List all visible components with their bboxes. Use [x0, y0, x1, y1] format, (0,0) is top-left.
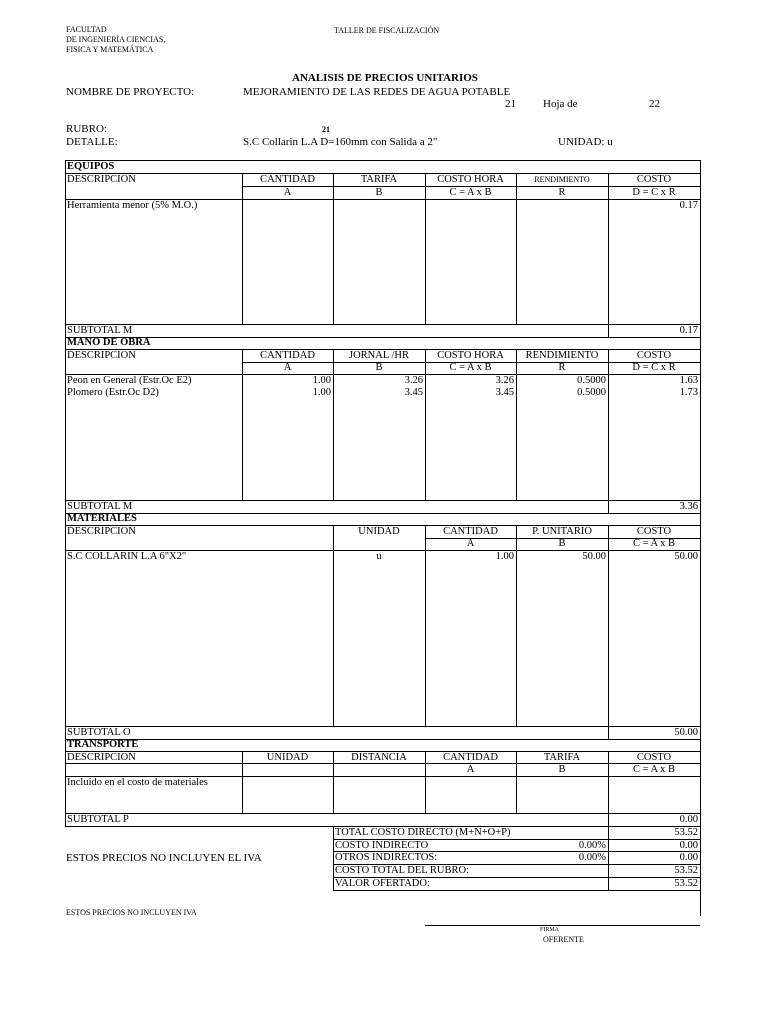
faculty-line-3: FISICA Y MATEMÁTICA [66, 45, 154, 54]
equipos-header-perf: RENDIMIENTO [534, 175, 590, 184]
mano-obra-title: MANO DE OBRA [67, 337, 151, 348]
total-direct-label: TOTAL COSTO DIRECTO (M+N+O+P) [335, 827, 511, 838]
transporte-header-rate: TARIFA [543, 752, 581, 763]
material-price: 50.00 [582, 551, 606, 562]
document-title: ANALISIS DE PRECIOS UNITARIOS [292, 72, 478, 84]
total-cost-value: 53.52 [674, 865, 698, 876]
rubro-value: 21 [322, 125, 330, 134]
sheet-label: Hoja de [543, 98, 578, 110]
offered-value: 53.52 [674, 878, 698, 889]
transporte-header-qty: CANTIDAD [443, 752, 498, 763]
labor-rate: 3.26 [404, 375, 423, 386]
no-iva-note: ESTOS PRECIOS NO INCLUYEN EL IVA [66, 852, 262, 864]
labor-desc: Peon en General (Estr.Oc E2) [67, 375, 192, 386]
total-direct-value: 53.52 [674, 827, 698, 838]
mano-obra-header-cost: COSTO [636, 350, 672, 361]
labor-hour-cost: 3.45 [495, 387, 514, 398]
faculty-line-2: DE INGENIERÍA CIENCIAS, [66, 35, 166, 44]
equipos-sub-a: A [283, 187, 292, 198]
materiales-header-price: P. UNITARIO [532, 526, 592, 537]
detail-value: S.C Collarin L.A D=160mm con Salida a 2" [243, 136, 438, 148]
transporte-sub-b: B [558, 764, 566, 775]
materiales-sub-a: A [466, 538, 475, 549]
project-name: MEJORAMIENTO DE LAS REDES DE AGUA POTABLE [243, 86, 511, 98]
mano-obra-header-qty: CANTIDAD [260, 350, 315, 361]
indirect-cost-label: COSTO INDIRECTO [335, 840, 429, 851]
equipos-header-rate: TARIFA [360, 174, 398, 185]
equipos-sub-r: R [558, 187, 566, 198]
equipos-header-qty: CANTIDAD [260, 174, 315, 185]
materiales-header-cost: COSTO [636, 526, 672, 537]
materiales-header-qty: CANTIDAD [443, 526, 498, 537]
equipos-header-desc: DESCRIPCION [67, 174, 136, 185]
transporte-title: TRANSPORTE [67, 739, 139, 750]
labor-rate: 3.45 [404, 387, 423, 398]
offered-value-label: VALOR OFERTADO: [335, 878, 430, 889]
signature-label: FIRMA [540, 927, 560, 933]
other-indirect-value: 0.00 [679, 852, 698, 863]
materiales-title: MATERIALES [67, 513, 137, 524]
mano-obra-sub-d: D = C x R [632, 362, 676, 373]
labor-desc: Plomero (Estr.Oc D2) [67, 387, 159, 398]
faculty-block [66, 25, 165, 55]
materiales-sub-c: C = A x B [632, 538, 676, 549]
labor-qty: 1.00 [312, 387, 331, 398]
mano-obra-header-perf: RENDIMIENTO [525, 350, 599, 361]
material-cost: 50.00 [674, 551, 698, 562]
mano-obra-sub-r: R [558, 362, 566, 373]
material-unit: u [376, 551, 382, 562]
transporte-sub-c: C = A x B [632, 764, 676, 775]
other-indirect-percent: 0.00% [578, 852, 606, 863]
total-cost-label: COSTO TOTAL DEL RUBRO: [335, 865, 470, 876]
transporte-subtotal-label: SUBTOTAL P [67, 814, 129, 825]
transporte-header-cost: COSTO [636, 752, 672, 763]
equipos-subtotal: 0.17 [679, 325, 698, 336]
project-label: NOMBRE DE PROYECTO: [66, 86, 195, 98]
rubro-label: RUBRO: [66, 123, 107, 135]
equipos-header-hour: COSTO HORA [437, 174, 504, 185]
signature-line [425, 925, 700, 926]
equipos-header-cost: COSTO [636, 174, 672, 185]
equipos-subtotal-label: SUBTOTAL M [67, 325, 133, 336]
unit-label: UNIDAD: u [558, 136, 613, 148]
labor-cost: 1.73 [679, 387, 698, 398]
other-indirect-label: OTROS INDIRECTOS: [335, 852, 438, 863]
material-qty: 1.00 [495, 551, 514, 562]
mano-obra-header-desc: DESCRIPCION [67, 350, 136, 361]
equipos-sub-d: D = C x R [632, 187, 676, 198]
labor-performance: 0.5000 [577, 387, 606, 398]
labor-cost: 1.63 [679, 375, 698, 386]
equipos-sub-b: B [375, 187, 383, 198]
equipos-sub-c: C = A x B [449, 187, 492, 198]
mano-obra-subtotal: 3.36 [679, 501, 698, 512]
transporte-sub-a: A [466, 764, 475, 775]
no-iva-footer-note: ESTOS PRECIOS NO INCLUYEN IVA [66, 908, 197, 917]
transporte-header-desc: DESCRIPCION [67, 752, 136, 763]
material-desc: S.C COLLARIN L.A 6"X2" [67, 551, 187, 562]
materiales-subtotal-label: SUBTOTAL O [67, 727, 131, 738]
page-number: 21 [505, 98, 516, 110]
page-total: 22 [649, 98, 660, 110]
materiales-header-desc: DESCRIPCION [67, 526, 136, 537]
mano-obra-sub-c: C = A x B [449, 362, 492, 373]
detail-label: DETALLE: [66, 136, 118, 148]
equipos-row-desc: Herramienta menor (5% M.O.) [67, 200, 198, 211]
equipos-title: EQUIPOS [67, 161, 115, 172]
materiales-header-unit: UNIDAD [358, 526, 400, 537]
materiales-subtotal: 50.00 [674, 727, 698, 738]
labor-hour-cost: 3.26 [495, 375, 514, 386]
mano-obra-header-hour: COSTO HORA [437, 350, 504, 361]
materiales-sub-b: B [558, 538, 566, 549]
labor-performance: 0.5000 [577, 375, 606, 386]
indirect-cost-value: 0.00 [679, 840, 698, 851]
bidder-label: OFERENTE [543, 935, 584, 944]
equipos-row-cost: 0.17 [679, 200, 698, 211]
faculty-line-1: FACULTAD [66, 25, 107, 34]
transporte-header-unit: UNIDAD [266, 752, 309, 763]
mano-obra-header-rate: JORNAL /HR [349, 350, 409, 361]
labor-qty: 1.00 [312, 375, 331, 386]
mano-obra-sub-b: B [375, 362, 383, 373]
mano-obra-subtotal-label: SUBTOTAL M [67, 501, 133, 512]
indirect-cost-percent: 0.00% [578, 840, 606, 851]
transporte-subtotal: 0.00 [679, 814, 698, 825]
mano-obra-sub-a: A [283, 362, 292, 373]
transporte-row-desc: Incluido en el costo de materiales [67, 777, 208, 788]
transporte-header-distance: DISTANCIA [351, 752, 407, 763]
workshop-title: TALLER DE FISCALIZACIÓN [334, 26, 440, 35]
